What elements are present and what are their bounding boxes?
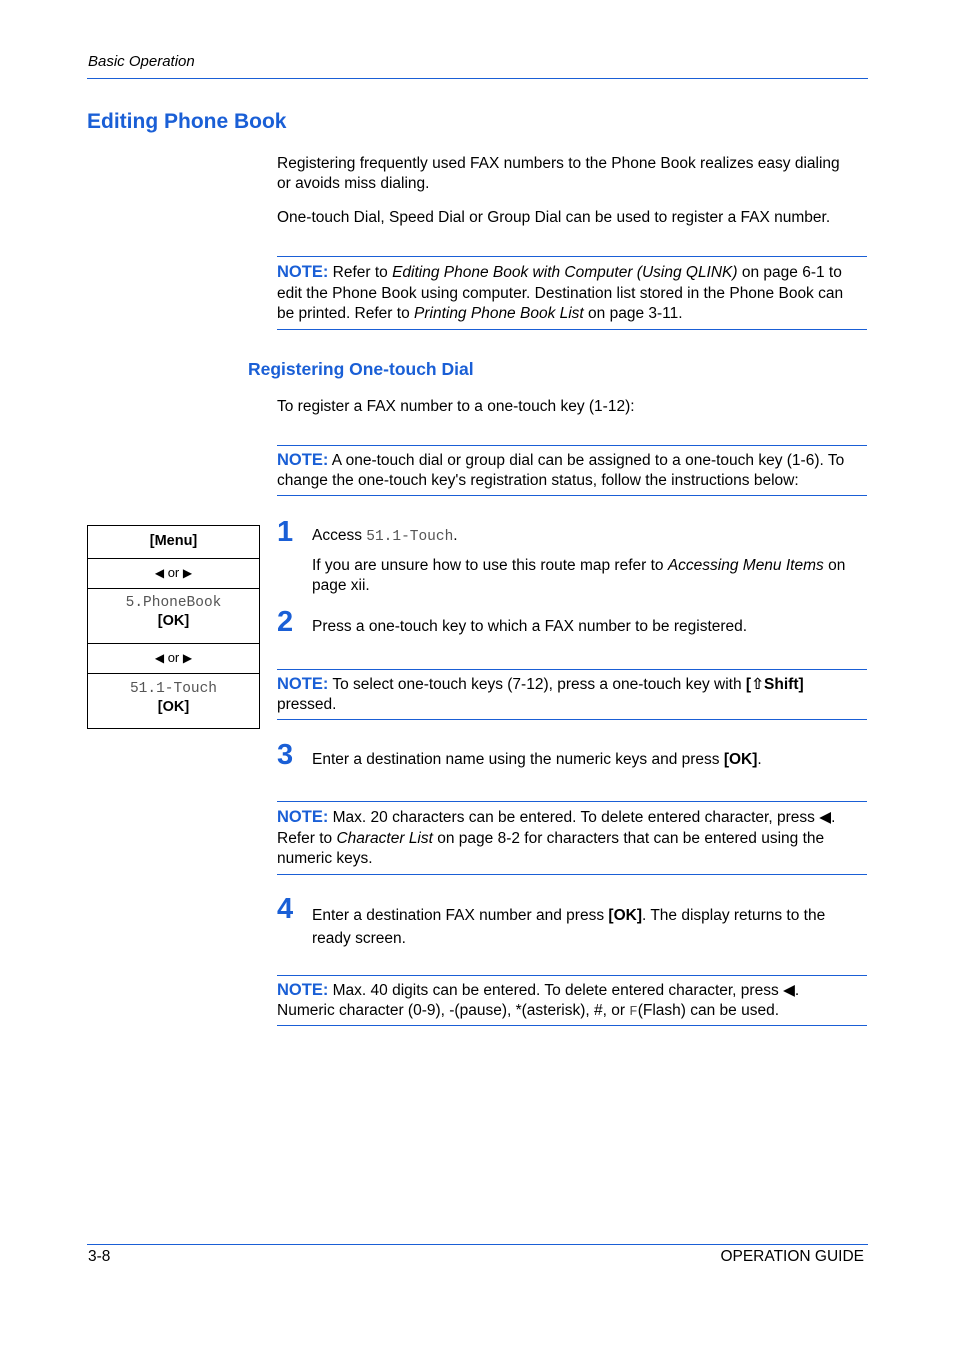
intro-paragraph-2: One-touch Dial, Speed Dial or Group Dial can be used to register a FAX number. (277, 209, 831, 226)
step-3-number: 3 (277, 739, 294, 771)
note1-text: on page 6-1 to (737, 264, 842, 281)
route-ok: [OK] (157, 699, 190, 715)
note1-text: Refer to (328, 264, 393, 281)
step-1-text (312, 526, 458, 547)
intro-p1-line2: or avoids miss dialing. (277, 175, 430, 192)
note1-ref-link-2: Printing Phone Book List (414, 305, 584, 322)
note3-top-rule (277, 669, 867, 670)
note1-top-rule (277, 256, 867, 257)
note1-ref-link: Editing Phone Book with Computer (Using QLINK) (392, 264, 738, 281)
route-item-phonebook: 5.PhoneBook (125, 595, 222, 611)
step-4-line2: ready screen. (312, 930, 406, 947)
note1-text: on page 3-11. (583, 305, 683, 322)
route-ok: [OK] (157, 613, 190, 629)
note5-text: Numeric character (0-9), -(pause), *(asterisk), #, or (277, 1002, 630, 1019)
note1-line3 (277, 304, 877, 325)
note1-line1 (277, 262, 877, 284)
subsection-title: Registering One-touch Dial (248, 359, 474, 379)
note3-label: NOTE: (277, 675, 329, 693)
step-1-detail-line2: page xii. (312, 577, 370, 594)
intro-paragraph-1 (277, 154, 877, 194)
note4-text: on page 8-2 for characters that can be entered using the (432, 829, 825, 847)
subsection-intro: To register a FAX number to a one-touch key (1-12): (277, 398, 635, 415)
page-number: 3-8 (88, 1248, 111, 1265)
note5-label: NOTE: (277, 981, 329, 999)
note5-line1 (277, 980, 877, 1001)
route-item-onetouch: 51.1-Touch (129, 681, 217, 697)
note2-bottom-rule (277, 495, 867, 496)
right-arrow-icon: ▶ (182, 651, 193, 665)
note4-top-rule (277, 801, 867, 802)
step-1-number: 1 (277, 516, 294, 548)
intro-p1-line1: Registering frequently used FAX numbers to the Phone Book realizes easy dialing (277, 155, 840, 172)
note4-line1 (277, 807, 877, 829)
flash-key-code: F (629, 1004, 638, 1020)
note4-bottom-rule (277, 874, 867, 875)
step-3-ok: [OK] (723, 751, 758, 768)
route-arrows-2 (88, 643, 259, 673)
left-arrow-icon: ◀ (154, 566, 165, 580)
step-1-code: 51.1-Touch (366, 529, 454, 545)
guide-name: OPERATION GUIDE (720, 1248, 864, 1265)
note1-text: be printed. Refer to (277, 305, 414, 322)
left-arrow-icon: ◀ (154, 651, 165, 665)
note5-text: (Flash) can be used. (637, 1002, 779, 1019)
route-map (87, 525, 260, 729)
step-1-ref-link: Accessing Menu Items (667, 557, 824, 574)
shift-key-label: [⇧Shift] (745, 676, 804, 693)
route-or: or (164, 565, 183, 580)
note1-bottom-rule (277, 329, 867, 330)
step-3-text-b: . (757, 751, 762, 768)
note2-top-rule (277, 445, 867, 446)
note5-top-rule (277, 975, 867, 976)
note2-text: A one-touch dial or group dial can be assigned to a one-touch key (1-6). To (328, 452, 845, 469)
note2 (277, 450, 877, 491)
route-or: or (164, 650, 183, 665)
step-4-number: 4 (277, 893, 294, 925)
note4-text: Refer to (277, 829, 337, 847)
route-onetouch (88, 673, 259, 728)
note5-text: Max. 40 digits can be entered. To delete entered character, press ◀. (328, 982, 800, 999)
note3-text: To select one-touch keys (7-12), press a one-touch key with (328, 676, 746, 693)
step-1-text-a: Access (312, 527, 367, 544)
note3-bottom-rule (277, 719, 867, 720)
step-4-text-b: . The display returns to the (641, 907, 826, 924)
note4 (277, 807, 877, 870)
page-title: Editing Phone Book (87, 110, 287, 133)
step-4-ok: [OK] (608, 907, 642, 924)
step-1-detail (312, 556, 872, 596)
note4-text: Max. 20 characters can be entered. To delete entered character, press ◀. (328, 809, 836, 826)
running-header: Basic Operation (88, 53, 195, 70)
note1 (277, 262, 877, 325)
note2-line2: change the one-touch key's registration status, follow the instructions below: (277, 472, 799, 489)
note1-label: NOTE: (277, 263, 329, 281)
right-arrow-icon: ▶ (182, 566, 193, 580)
footer-rule (87, 1244, 868, 1245)
note2-line1 (277, 450, 877, 471)
step-4-text (312, 904, 872, 950)
step-1-detail-a: If you are unsure how to use this route map refer to (312, 557, 668, 574)
step-4-line1 (312, 904, 872, 927)
step-1-detail-line1 (312, 556, 872, 576)
step-3-text-a: Enter a destination name using the numeric keys and press (312, 751, 724, 768)
note1-line2: edit the Phone Book using computer. Destination list stored in the Phone Book can (277, 284, 844, 302)
header-rule (87, 78, 868, 79)
step-4-text-a: Enter a destination FAX number and press (312, 907, 609, 924)
note4-ref-link: Character List (336, 829, 433, 847)
note3-line2: pressed. (277, 696, 337, 713)
note5-bottom-rule (277, 1025, 867, 1026)
route-menu: [Menu] (149, 533, 198, 549)
note3-line1 (277, 674, 877, 695)
note5-line2 (277, 1001, 877, 1022)
step-2-text: Press a one-touch key to which a FAX number to be registered. (312, 618, 748, 635)
step-1-text-b: . (453, 527, 458, 544)
route-arrows-1 (88, 558, 259, 588)
note5 (277, 980, 877, 1022)
step-1-detail-b: on (823, 557, 846, 574)
note2-label: NOTE: (277, 451, 329, 469)
note4-line3: numeric keys. (277, 850, 373, 867)
step-3-text (312, 750, 762, 770)
step-2-number: 2 (277, 606, 294, 638)
note4-label: NOTE: (277, 808, 329, 826)
note3 (277, 674, 877, 715)
note4-line2 (277, 829, 877, 850)
route-phonebook (88, 588, 259, 643)
